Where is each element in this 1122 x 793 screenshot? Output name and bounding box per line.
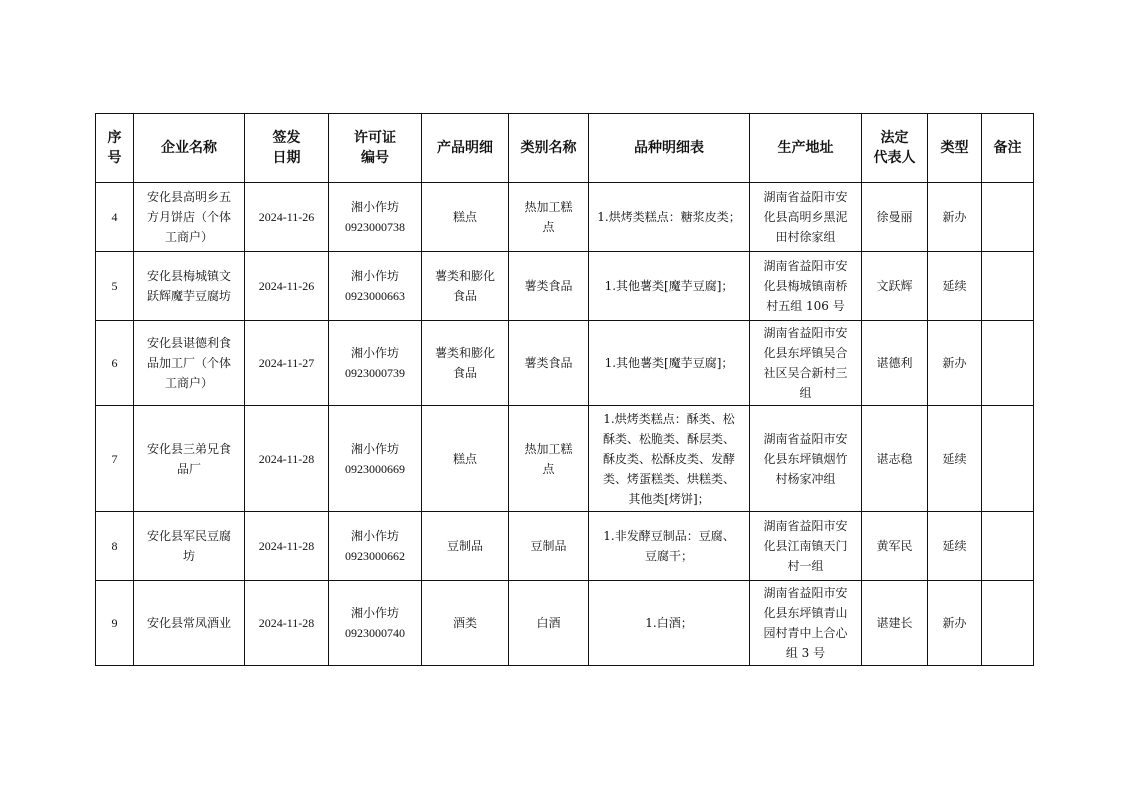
cell-remark <box>982 581 1034 666</box>
cell-address: 湖南省益阳市安 化县江南镇天门 村一组 <box>750 512 862 581</box>
cell-legal-rep: 黄军民 <box>862 512 928 581</box>
cell-legal-rep: 文跃辉 <box>862 252 928 321</box>
cell-variety: 1.其他薯类[魔芋豆腐]； <box>589 321 750 406</box>
header-address: 生产地址 <box>750 114 862 183</box>
table-row <box>96 252 1034 321</box>
cell-remark <box>982 321 1034 406</box>
header-company: 企业名称 <box>134 114 245 183</box>
cell-address: 湖南省益阳市安 化县东坪镇青山 园村青中上合心 组 3 号 <box>750 581 862 666</box>
table-row <box>96 406 1034 512</box>
header-license-no: 许可证 编号 <box>329 114 422 183</box>
cell-category: 豆制品 <box>509 512 589 581</box>
cell-product: 酒类 <box>422 581 509 666</box>
cell-remark <box>982 406 1034 512</box>
cell-issue-date: 2024-11-26 <box>245 252 329 321</box>
cell-address: 湖南省益阳市安 化县高明乡黑泥 田村徐家组 <box>750 183 862 252</box>
cell-product: 糕点 <box>422 406 509 512</box>
header-variety: 品种明细表 <box>589 114 750 183</box>
cell-license-no: 湘小作坊 0923000662 <box>329 512 422 581</box>
cell-type: 新办 <box>928 183 982 252</box>
cell-category: 热加工糕 点 <box>509 406 589 512</box>
cell-category: 白酒 <box>509 581 589 666</box>
header-legal-rep: 法定 代表人 <box>862 114 928 183</box>
cell-company: 安化县梅城镇文 跃辉魔芋豆腐坊 <box>134 252 245 321</box>
cell-seq: 9 <box>96 581 134 666</box>
cell-legal-rep: 徐曼丽 <box>862 183 928 252</box>
cell-issue-date: 2024-11-28 <box>245 406 329 512</box>
cell-company: 安化县谌德利食 品加工厂（个体 工商户） <box>134 321 245 406</box>
cell-address: 湖南省益阳市安 化县东坪镇吴合 社区吴合新村三 组 <box>750 321 862 406</box>
cell-legal-rep: 谌志稳 <box>862 406 928 512</box>
cell-category: 薯类食品 <box>509 321 589 406</box>
cell-address: 湖南省益阳市安 化县梅城镇南桥 村五组 106 号 <box>750 252 862 321</box>
cell-license-no: 湘小作坊 0923000669 <box>329 406 422 512</box>
cell-seq: 6 <box>96 321 134 406</box>
cell-company: 安化县军民豆腐 坊 <box>134 512 245 581</box>
cell-legal-rep: 谌建长 <box>862 581 928 666</box>
cell-seq: 8 <box>96 512 134 581</box>
cell-remark <box>982 512 1034 581</box>
header-type: 类型 <box>928 114 982 183</box>
cell-product: 薯类和膨化 食品 <box>422 321 509 406</box>
cell-type: 延续 <box>928 406 982 512</box>
cell-variety: 1.其他薯类[魔芋豆腐]； <box>589 252 750 321</box>
cell-product: 豆制品 <box>422 512 509 581</box>
table-row <box>96 183 1034 252</box>
cell-issue-date: 2024-11-26 <box>245 183 329 252</box>
cell-license-no: 湘小作坊 0923000738 <box>329 183 422 252</box>
license-register-table <box>95 113 1034 666</box>
cell-seq: 7 <box>96 406 134 512</box>
cell-company: 安化县常凤酒业 <box>134 581 245 666</box>
header-remark: 备注 <box>982 114 1034 183</box>
header-issue-date: 签发 日期 <box>245 114 329 183</box>
header-category: 类别名称 <box>509 114 589 183</box>
cell-variety: 1.非发酵豆制品：豆腐、 豆腐干； <box>589 512 750 581</box>
cell-product: 糕点 <box>422 183 509 252</box>
cell-legal-rep: 谌德利 <box>862 321 928 406</box>
cell-address: 湖南省益阳市安 化县东坪镇烟竹 村杨家冲组 <box>750 406 862 512</box>
cell-variety: 1.烘烤类糕点：糖浆皮类； <box>589 183 750 252</box>
cell-remark <box>982 252 1034 321</box>
cell-type: 延续 <box>928 252 982 321</box>
cell-seq: 4 <box>96 183 134 252</box>
cell-variety: 1.烘烤类糕点：酥类、松 酥类、松脆类、酥层类、 酥皮类、松酥皮类、发酵 类、烤蛋糕类、烘糕类、 其他类[烤饼]； <box>589 406 750 512</box>
cell-issue-date: 2024-11-28 <box>245 581 329 666</box>
header-product: 产品明细 <box>422 114 509 183</box>
cell-type: 新办 <box>928 581 982 666</box>
cell-company: 安化县三弟兄食 品厂 <box>134 406 245 512</box>
table-row <box>96 321 1034 406</box>
cell-remark <box>982 183 1034 252</box>
cell-category: 热加工糕 点 <box>509 183 589 252</box>
table-row <box>96 512 1034 581</box>
cell-seq: 5 <box>96 252 134 321</box>
cell-license-no: 湘小作坊 0923000663 <box>329 252 422 321</box>
cell-company: 安化县高明乡五 方月饼店（个体 工商户） <box>134 183 245 252</box>
cell-category: 薯类食品 <box>509 252 589 321</box>
cell-product: 薯类和膨化 食品 <box>422 252 509 321</box>
cell-type: 新办 <box>928 321 982 406</box>
cell-license-no: 湘小作坊 0923000740 <box>329 581 422 666</box>
header-seq: 序 号 <box>96 114 134 183</box>
cell-issue-date: 2024-11-28 <box>245 512 329 581</box>
cell-type: 延续 <box>928 512 982 581</box>
table-row <box>96 581 1034 666</box>
cell-license-no: 湘小作坊 0923000739 <box>329 321 422 406</box>
cell-variety: 1.白酒； <box>589 581 750 666</box>
cell-issue-date: 2024-11-27 <box>245 321 329 406</box>
table-header-row <box>96 114 1034 183</box>
